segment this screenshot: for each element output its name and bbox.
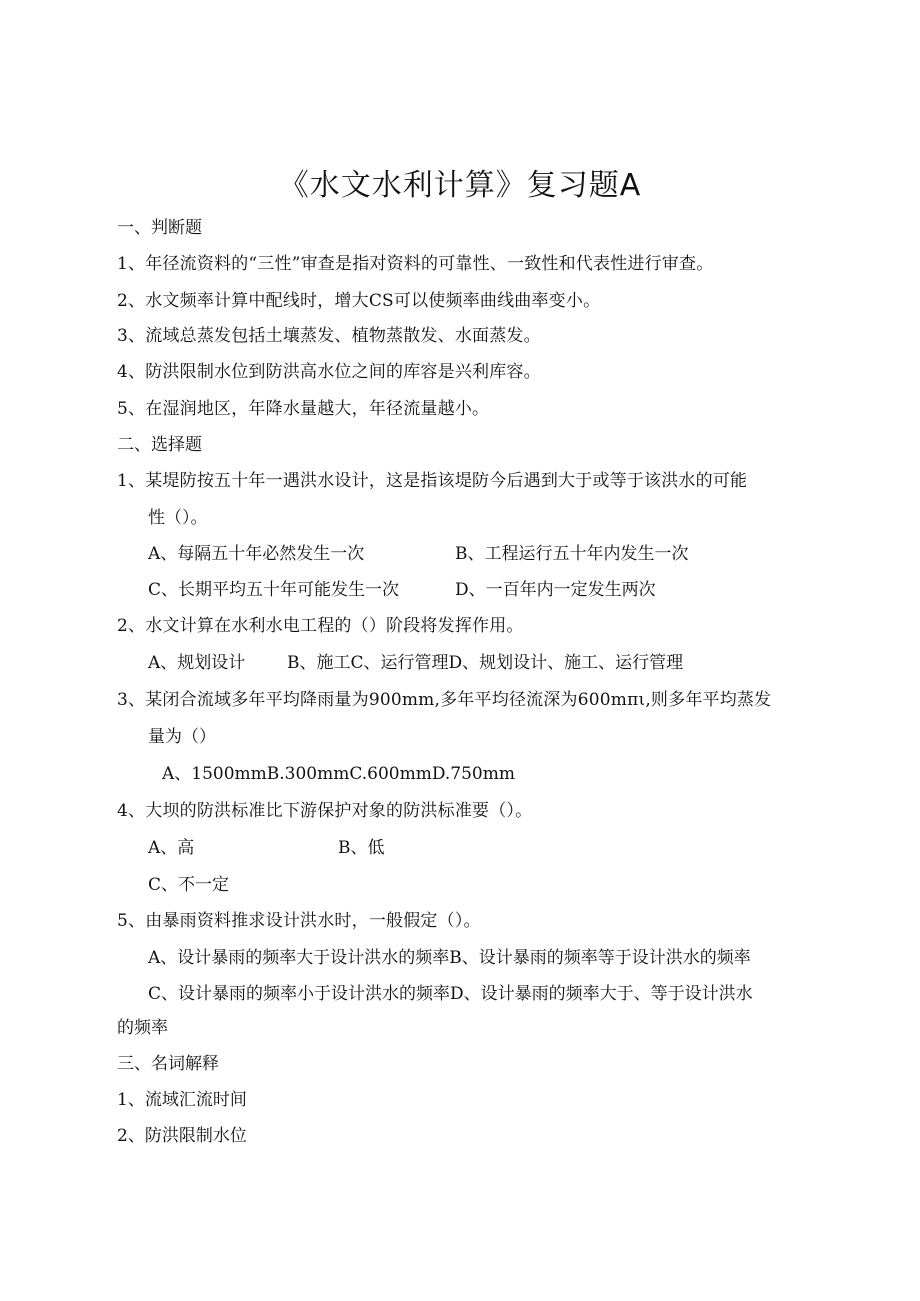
choice-question-3-line-1: 3、某闭合流域多年平均降雨量为900mm,多年平均径流深为600mπι,则多年平均蒸发 bbox=[117, 690, 772, 710]
section-heading-definitions: 三、名词解释 bbox=[117, 1054, 219, 1074]
document-title: 《水文水利计算》复习题A bbox=[278, 168, 642, 203]
choice-question-4-option-b: B、低 bbox=[338, 838, 385, 858]
true-false-item-1: 1、年径流资料的“三性”审查是指对资料的可靠性、一致性和代表性进行审查。 bbox=[117, 254, 714, 274]
choice-question-5-line-3: C、设计暴雨的频率小于设计洪水的频率D、设计暴雨的频率大于、等于设计洪水 bbox=[148, 984, 753, 1004]
choice-question-1-option-a: A、每隔五十年必然发生一次 bbox=[148, 544, 365, 564]
section-heading-multiple-choice: 二、选择题 bbox=[117, 435, 202, 455]
choice-question-1-line-2: 性（）。 bbox=[148, 508, 208, 528]
choice-question-3-line-2: 量为（） bbox=[148, 727, 216, 747]
choice-question-2-line-1: 2、水文计算在水利水电工程的（）阶段将发挥作用。 bbox=[117, 616, 524, 636]
choice-question-1-option-d: D、一百年内一定发生两次 bbox=[455, 580, 656, 600]
true-false-item-2: 2、水文频率计算中配线时，增大CS可以使频率曲线曲率变小。 bbox=[117, 291, 601, 311]
choice-question-1-option-c: C、长期平均五十年可能发生一次 bbox=[148, 580, 400, 600]
choice-question-5-line-2: A、设计暴雨的频率大于设计洪水的频率B、设计暴雨的频率等于设计洪水的频率 bbox=[148, 948, 751, 968]
choice-question-4-option-c: C、不一定 bbox=[148, 875, 230, 895]
choice-question-2-options-rest: B、施工C、运行管理D、规划设计、施工、运行管理 bbox=[287, 653, 684, 673]
true-false-item-4: 4、防洪限制水位到防洪高水位之间的库容是兴利库容。 bbox=[117, 362, 541, 382]
true-false-item-5: 5、在湿润地区，年降水量越大，年径流量越小。 bbox=[117, 399, 490, 419]
choice-question-2-option-a: A、规划设计 bbox=[148, 653, 246, 673]
definition-item-2: 2、防洪限制水位 bbox=[117, 1126, 247, 1146]
true-false-item-3: 3、流域总蒸发包括土壤蒸发、植物蒸散发、水面蒸发。 bbox=[117, 326, 541, 346]
choice-question-4-line-1: 4、大坝的防洪标准比下游保护对象的防洪标准要（）。 bbox=[117, 801, 533, 821]
choice-question-4-option-a: A、高 bbox=[148, 838, 195, 858]
choice-question-5-line-4: 的频率 bbox=[117, 1018, 168, 1038]
choice-question-1-option-b: B、工程运行五十年内发生一次 bbox=[455, 544, 689, 564]
section-heading-true-false: 一、判断题 bbox=[117, 218, 202, 238]
choice-question-3-options: A、1500mmB.300mmC.600mmD.750mm bbox=[162, 764, 515, 784]
choice-question-5-line-1: 5、由暴雨资料推求设计洪水时，一般假定（）。 bbox=[117, 911, 481, 931]
definition-item-1: 1、流域汇流时间 bbox=[117, 1090, 247, 1110]
choice-question-1-line-1: 1、某堤防按五十年一遇洪水设计，这是指该堤防今后遇到大于或等于该洪水的可能 bbox=[117, 471, 748, 491]
